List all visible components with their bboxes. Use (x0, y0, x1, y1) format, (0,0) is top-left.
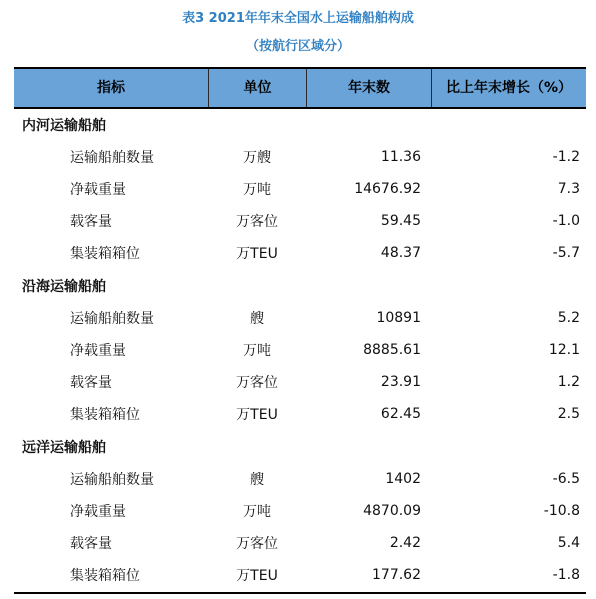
row-name: 载客量 (70, 214, 112, 230)
row-value: 10891 (376, 310, 421, 326)
row-name: 运输船舶数量 (70, 150, 154, 166)
row-unit: 万TEU (236, 407, 278, 423)
bottom-rule (14, 592, 586, 594)
row-unit: 万吨 (243, 182, 271, 198)
row-change: 2.5 (557, 406, 580, 422)
row-name: 集装箱箱位 (70, 246, 140, 262)
table-row (14, 302, 586, 334)
row-change: -10.8 (543, 503, 580, 519)
row-unit: 万吨 (243, 343, 271, 359)
table-row (14, 463, 586, 495)
section-title-inland: 内河运输船舶 (22, 118, 106, 134)
row-value: 1402 (385, 471, 421, 487)
table-row (14, 366, 586, 398)
row-value: 11.36 (380, 149, 421, 165)
row-name: 净载重量 (70, 343, 126, 359)
header-year-end: 年末数 (306, 69, 431, 107)
row-name: 净载重量 (70, 182, 126, 198)
row-name: 运输船舶数量 (70, 311, 154, 327)
table-row (14, 141, 586, 173)
row-name: 载客量 (70, 536, 112, 552)
row-value: 48.37 (380, 245, 421, 261)
row-name: 载客量 (70, 375, 112, 391)
row-name: 集装箱箱位 (70, 407, 140, 423)
header-unit: 单位 (208, 69, 306, 107)
row-unit: 万吨 (243, 504, 271, 520)
row-unit: 艘 (250, 311, 264, 327)
header-indicator: 指标 (97, 80, 125, 96)
row-change: -1.0 (552, 213, 580, 229)
row-change: -6.5 (552, 471, 580, 487)
table-row (14, 495, 586, 527)
row-value: 59.45 (380, 213, 421, 229)
row-change: -1.2 (552, 149, 580, 165)
row-unit: 万艘 (243, 150, 271, 166)
row-change: 5.4 (557, 535, 580, 551)
row-unit: 万TEU (236, 568, 278, 584)
table-row (14, 559, 586, 591)
row-name: 运输船舶数量 (70, 472, 154, 488)
table-row (14, 527, 586, 559)
table-row (14, 334, 586, 366)
row-value: 62.45 (380, 406, 421, 422)
row-change: 5.2 (557, 310, 580, 326)
row-change: 1.2 (557, 374, 580, 390)
section-title-ocean: 远洋运输船舶 (22, 440, 106, 456)
row-name: 集装箱箱位 (70, 568, 140, 584)
table-subtitle: （按航行区域分） (245, 39, 350, 54)
row-change: -1.8 (552, 567, 580, 583)
table-row (14, 398, 586, 430)
table-row (14, 205, 586, 237)
row-unit: 万客位 (236, 375, 278, 391)
row-unit: 万TEU (236, 246, 278, 262)
row-unit: 艘 (250, 472, 264, 488)
row-change: 7.3 (557, 181, 580, 197)
row-unit: 万客位 (236, 214, 278, 230)
table-header (14, 69, 586, 107)
section-title-coastal: 沿海运输船舶 (22, 279, 106, 295)
table-row (14, 173, 586, 205)
row-value: 177.62 (372, 567, 421, 583)
row-value: 14676.92 (354, 181, 421, 197)
row-unit: 万客位 (236, 536, 278, 552)
row-change: 12.1 (548, 342, 580, 358)
table-row (14, 237, 586, 269)
row-change: -5.7 (552, 245, 580, 261)
row-value: 8885.61 (363, 342, 421, 358)
row-value: 2.42 (389, 535, 421, 551)
table-title: 表3 2021年年末全国水上运输船舶构成 (182, 11, 414, 26)
row-name: 净载重量 (70, 504, 126, 520)
row-value: 4870.09 (363, 503, 421, 519)
header-growth: 比上年末增长（%） (431, 69, 586, 107)
row-value: 23.91 (380, 374, 421, 390)
